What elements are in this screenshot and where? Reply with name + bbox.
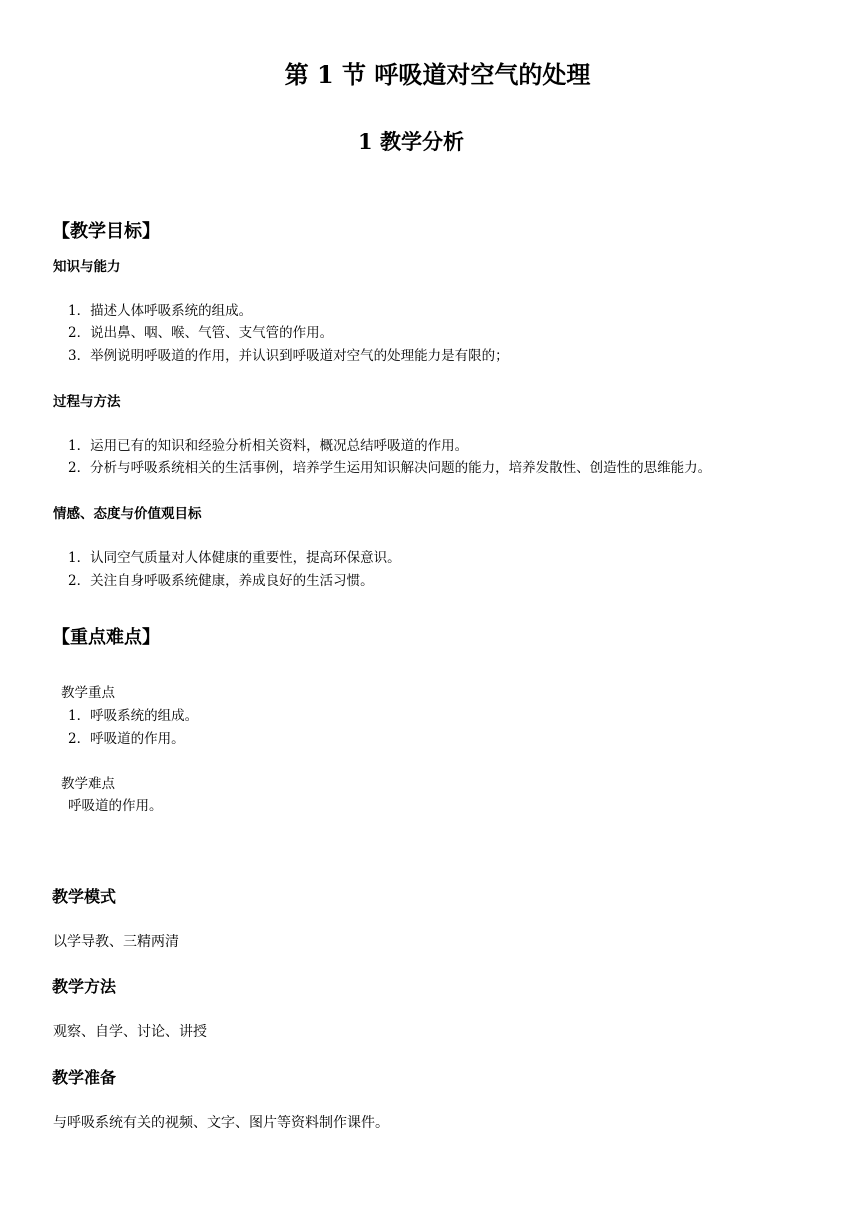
list-number: 1． [68,438,91,454]
list-text: 呼吸道的作用。 [90,731,185,747]
list-item [68,706,198,726]
list-number: 2． [68,731,91,747]
list-number: 1． [68,708,91,724]
list-text: 运用已有的知识和经验分析相关资料，概况总结呼吸道的作用。 [90,438,469,454]
list-text: 认同空气质量对人体健康的重要性，提高环保意识。 [90,550,401,566]
preparation-heading: 教学准备 [52,1068,117,1087]
key-points-heading: 【重点难点】 [52,627,160,648]
list-text: 举例说明呼吸道的作用，并认识到呼吸道对空气的处理能力是有限的； [90,348,509,364]
list-text: 呼吸系统的组成。 [90,708,199,724]
attitude-heading: 情感、态度与价值观目标 [53,506,202,522]
process-heading: 过程与方法 [53,394,121,410]
knowledge-heading: 知识与能力 [53,259,121,275]
list-item [68,548,401,568]
list-item [68,346,509,366]
method-heading: 教学方法 [52,977,117,996]
list-number: 2． [68,573,91,589]
mode-heading: 教学模式 [52,887,117,906]
list-text: 描述人体呼吸系统的组成。 [90,303,253,319]
method-text: 观察、自学、讨论、讲授 [53,1024,207,1040]
preparation-text: 与呼吸系统有关的视频、文字、图片等资料制作课件。 [53,1115,389,1131]
list-text: 说出鼻、咽、喉、气管、支气管的作用。 [90,325,334,341]
list-number: 2． [68,460,91,476]
list-number: 2． [68,325,91,341]
list-number: 3． [68,348,91,364]
mode-text: 以学导教、三精两清 [53,934,179,950]
difficulty-text: 呼吸道的作用。 [68,798,163,814]
list-number: 1． [68,303,91,319]
list-number: 1． [68,550,91,566]
section-subtitle: 1 教学分析 [358,129,464,154]
difficulty-label: 教学难点 [61,776,115,792]
list-item [68,571,374,591]
document-title: 第 1 节 呼吸道对空气的处理 [284,60,591,89]
list-text: 分析与呼吸系统相关的生活事例，培养学生运用知识解决问题的能力，培养发散性、创造性的思维能力。 [90,460,712,476]
list-item [68,436,468,456]
list-item [68,323,333,343]
list-item [68,458,711,478]
list-item [68,729,185,749]
focus-label: 教学重点 [61,685,115,701]
list-item [68,301,252,321]
objectives-heading: 【教学目标】 [52,221,160,242]
list-text: 关注自身呼吸系统健康，养成良好的生活习惯。 [90,573,374,589]
